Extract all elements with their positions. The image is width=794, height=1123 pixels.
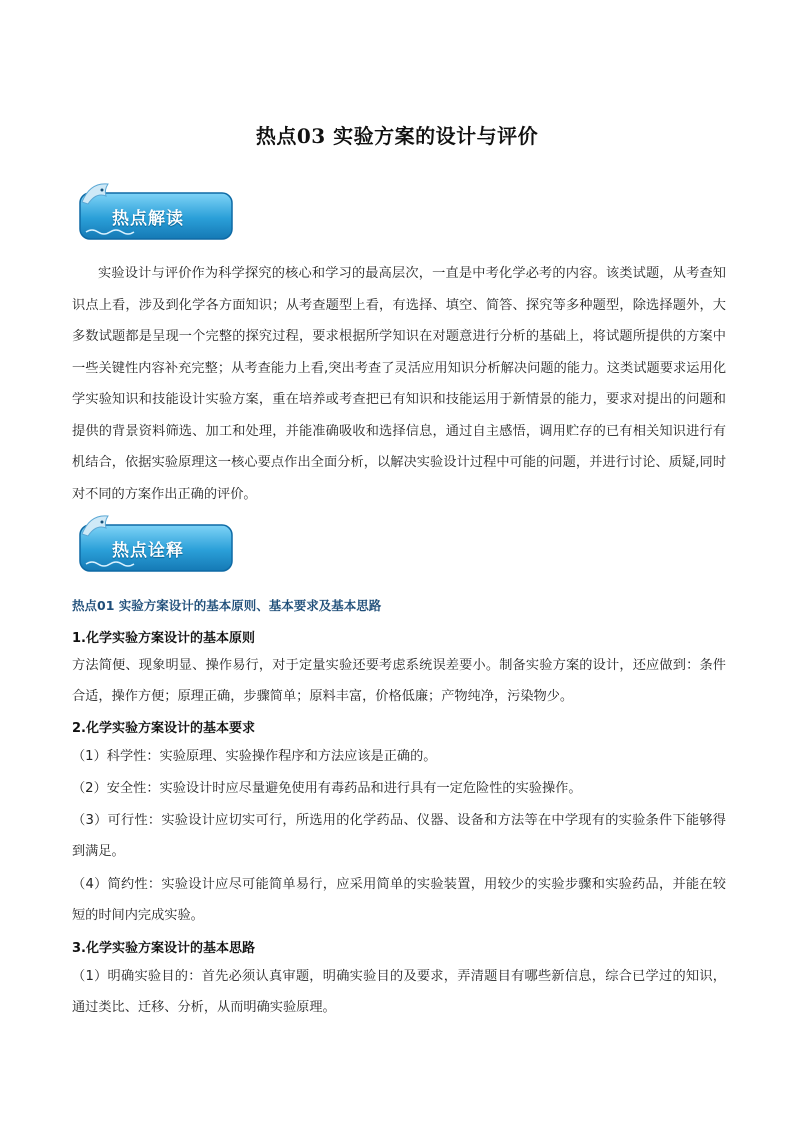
section-3-item: （1）明确实验目的：首先必须认真审题，明确实验目的及要求，弄清题目有哪些新信息，综合已学过的知识，通过类比、迁移、分析，从而明确实验原理。 (72, 969, 726, 1015)
banner-hotspot-explanation (72, 512, 242, 578)
hotspot-01-heading: 热点01 实验方案设计的基本原则、基本要求及基本思路 (72, 598, 382, 613)
section-1-heading: 1.化学实验方案设计的基本原则 (72, 631, 255, 646)
section-2-item: （4）简约性：实验设计应尽可能简单易行，应采用简单的实验装置，用较少的实验步骤和实验药品，并能在较短的时间内完成实验。 (72, 877, 726, 923)
banner-hotspot-interpretation (72, 180, 242, 246)
section-1-text: 方法简便、现象明显、操作易行，对于定量实验还要考虑系统误差要小。制备实验方案的设计，还应做到：条件合适，操作方便；原理正确，步骤简单；原料丰富，价格低廉；产物纯净，污染物少。 (72, 658, 726, 704)
section-2-item: （1）科学性：实验原理、实验操作程序和方法应该是正确的。 (72, 749, 437, 764)
page-title: 热点03 实验方案的设计与评价 (255, 124, 539, 148)
section-2-item: （3）可行性：实验设计应切实可行，所选用的化学药品、仪器、设备和方法等在中学现有的实验条件下能够得到满足。 (72, 813, 726, 859)
banner-label: 热点解读 (112, 209, 184, 229)
intro-paragraph: 实验设计与评价作为科学探究的核心和学习的最高层次，一直是中考化学必考的内容。该类试题，从考查知识点上看，涉及到化学各方面知识；从考查题型上看，有选择、填空、简答、探究等多种题型，除选择题外，大多数试题都是呈现一个完整的探究过程，要求根据所学知识在对题意进行分析的基础上，将试题所提供的方案中一些关键性内容补充完整；从考查能力上看,突出考查了灵活应用知识分析解决问题的能力。这类试题要求运用化学实验知识和技能设计实验方案，重在培养或考查把已有知识和技能运用于新情景的能力，要求对提出的问题和提供的背景资料筛选、加工和处理，并能准确吸收和选择信息，通过自主感悟，调用贮存的已有相关知识进行有机结合，依据实验原理这一核心要点作出全面分析，以解决实验设计过程中可能的问题，并进行讨论、质疑,同时对不同的方案作出正确的评价。 (72, 266, 726, 502)
banner-label: 热点诠释 (112, 541, 184, 561)
section-2-heading: 2.化学实验方案设计的基本要求 (72, 721, 255, 736)
section-2-item: （2）安全性：实验设计时应尽量避免使用有毒药品和进行具有一定危险性的实验操作。 (72, 781, 582, 796)
section-3-heading: 3.化学实验方案设计的基本思路 (72, 941, 255, 956)
